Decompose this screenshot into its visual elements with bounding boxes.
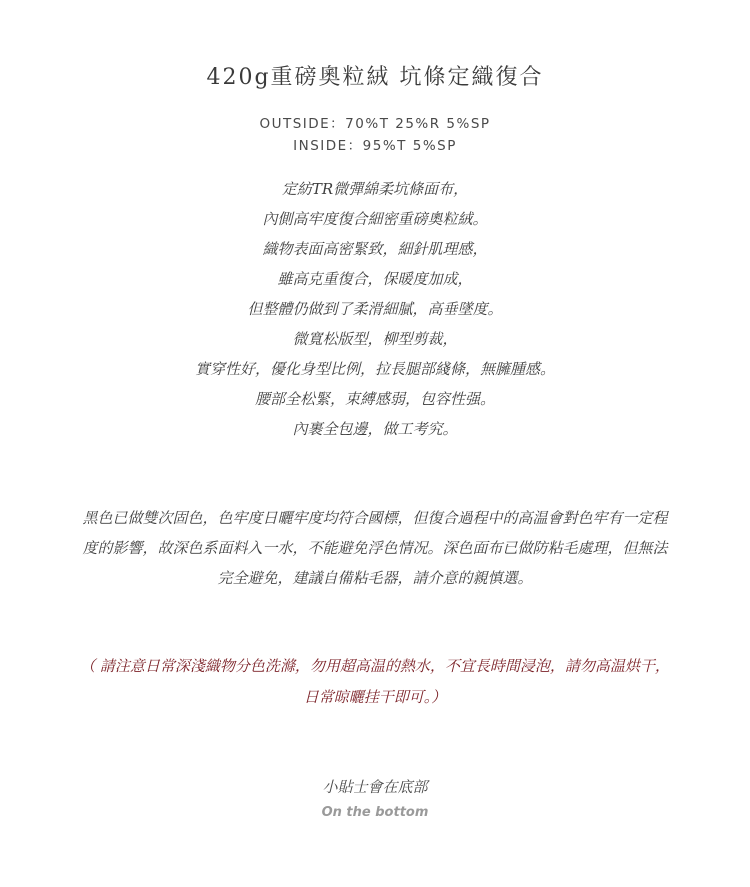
product-description (0, 174, 750, 444)
spec-inside: INSIDE：95%T 5%SP (293, 138, 457, 154)
warning-line: （ 請注意日常深淺織物分色洗滌，勿用超高温的熱水，不宜長時間浸泡，請勿高温烘干， (80, 657, 670, 675)
description-line: 織物表面高密緊致，細針肌理感， (262, 240, 488, 258)
description-line: 內側高牢度復合細密重磅奧粒絨。 (262, 210, 488, 228)
description-line: 雖高克重復合，保暖度加成， (277, 270, 473, 288)
fabric-spec (0, 113, 750, 157)
description-line: 腰部全松緊，束縛感弱，包容性强。 (254, 390, 495, 408)
notice-line: 度的影響，故深色系面料入一水，不能避免浮色情况。深色面布已做防粘毛處理，但無法 (82, 539, 668, 557)
description-line: 定紡TR微彈綿柔坑條面布， (281, 180, 469, 198)
description-line: 內裹全包邊，做工考究。 (292, 420, 458, 438)
description-line: 實穿性好，優化身型比例，拉長腿部綫條，無臃腫感。 (194, 360, 555, 378)
tip-text-cn: 小貼士會在底部 (322, 778, 428, 796)
product-title: 420g重磅奧粒絨 坑條定織復合 (206, 65, 544, 90)
spec-outside: OUTSIDE：70%T 25%R 5%SP (259, 116, 491, 132)
notice-line: 黑色已做雙次固色，色牢度日曬牢度均符合國標，但復合過程中的高温會對色牢有一定程 (82, 509, 668, 527)
description-line: 微寬松版型，柳型剪裁， (292, 330, 458, 348)
notice-line: 完全避免，建議自備粘毛器，請介意的親慎選。 (217, 569, 533, 587)
description-line: 但整體仍做到了柔滑細膩，高垂墜度。 (247, 300, 503, 318)
care-warning (45, 651, 705, 713)
warning-line: 日常晾曬挂干即可。） (303, 688, 447, 706)
tip-text-en: On the bottom (321, 805, 429, 820)
color-notice (55, 503, 695, 593)
